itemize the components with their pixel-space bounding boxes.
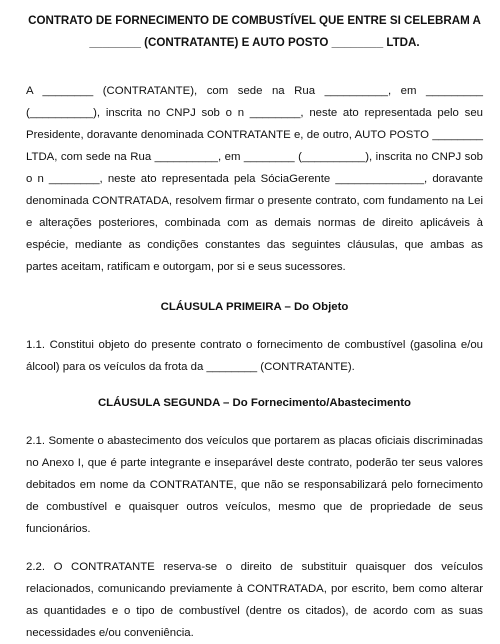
clause-one-heading: CLÁUSULA PRIMEIRA – Do Objeto <box>160 301 349 313</box>
document-title: CONTRATO DE FORNECIMENTO DE COMBUSTÍVEL QUE ENTRE SI CELEBRAM A ________ (CONTRATANTE) E AUTO POSTO ________ LTDA. <box>28 14 481 49</box>
clause-2-2-paragraph: 2.2. O CONTRATANTE reserva-se o direito de substituir quaisquer dos veículos relacionados, comunicando previamente à CONTRATADA, por escrito, bem como alterar as quantidades e o tipo de combustível (dentre os citados), de acordo com as suas necessidades e/ou conveniência. <box>26 561 483 639</box>
intro-paragraph: A ________ (CONTRATANTE), com sede na Rua __________, em _________ (__________), inscrita no CNPJ sob o n ________, neste ato representada pelo seu Presidente, doravante denominada CONTRATANTE e, de outro, AUTO POSTO ________ LTDA, com sede na Rua __________, em ________ (__________), inscrita no CNPJ sob o n ________, neste ato representada pela SóciaGerente ______________, doravante denominada CONTRATADA, resolvem firmar o presente contrato, com fundamento na Lei e alterações posteriores, combinada com as demais normas de direito aplicáveis à espécie, mediante as condições constantes das seguintes cláusulas, que ambas as partes aceitam, ratificam e outorgam, por si e seus sucessores. <box>26 85 483 273</box>
clause-two-heading: CLÁUSULA SEGUNDA – Do Fornecimento/Abastecimento <box>97 397 412 409</box>
clause-2-1-paragraph: 2.1. Somente o abastecimento dos veículos que portarem as placas oficiais discriminadas no Anexo I, que é parte integrante e inseparável deste contrato, poderão ter seus valores debitados em nome da CONTRATANTE, que não se responsabilizará pelo fornecimento de combustível e quaisquer outros veículos, mesmo que de propriedade de seus funcionários. <box>26 435 483 535</box>
clause-1-1-paragraph: 1.1. Constitui objeto do presente contrato o fornecimento de combustível (gasolina e/ou álcool) para os veículos da frota da ________ (CONTRATANTE). <box>26 339 483 373</box>
